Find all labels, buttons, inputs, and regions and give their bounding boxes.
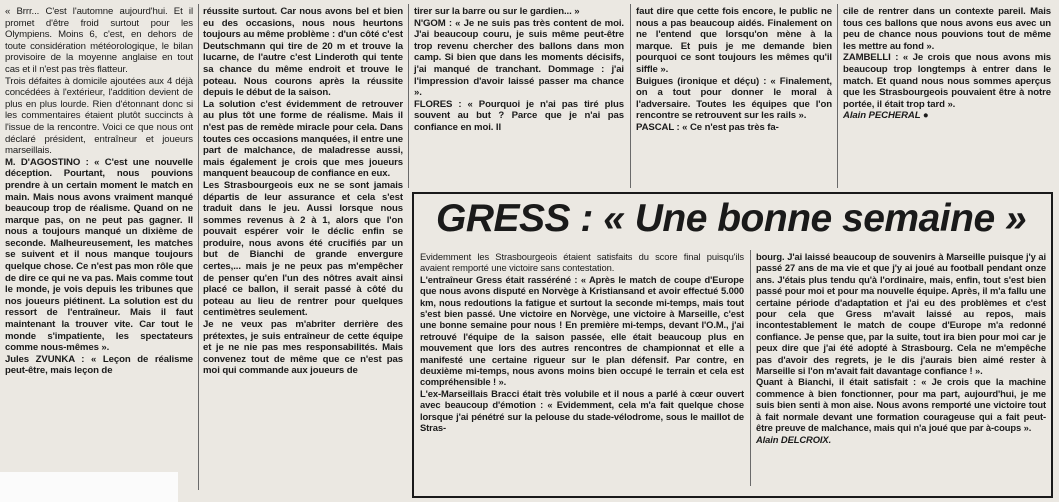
gress-column-right <box>756 251 1046 445</box>
paragraph: PASCAL : « Ce n'est pas très fa- <box>636 121 779 133</box>
gress-headline: GRESS : « Une bonne semaine » <box>436 197 1027 240</box>
article-column-4 <box>636 6 832 134</box>
paragraph: cile de rentrer dans un contexte pareil. Mais tous ces ballons que nous avons eus avec un peu de chance nous pouvions tout de même les mettre au fond ». <box>843 6 1051 52</box>
column-divider <box>837 4 838 188</box>
paragraph: L'entraîneur Gress était rasséréné : « Après le match de coupe d'Europe que nous avons disputé en Norvège à Kristiansand et avoir effectué 5.000 km, nous redoutions la fatigue et surtout la seconde mi-temps, mais tout s'est bien passé. Une victoire en Norvège, une victoire à Marseille, c'est une bonne semaine pour nous ! En première mi-temps, devant l'O.M., j'ai retrouvé l'équipe de la saison passée, elle était beaucoup plus en mouvement que lors des autres rencontres de championnat et elle a manifesté une certaine rigueur sur le plan défensif. Par contre, en deuxième mi-temps, nous avons moins bien occupé le terrain et cela est compréhensible ! ». <box>420 273 744 388</box>
column-divider <box>198 4 199 490</box>
column-divider <box>750 250 751 486</box>
paragraph: La solution c'est évidemment de retrouver au plus tôt une forme de réalisme. Mais il n'est pas de remède miracle pour cela. Dans toutes ces occasions manquées, il entre une part de malchance, de maladresse aussi, mais également je crois que mes joueurs manquent beaucoup de confiance en eux. <box>203 98 403 180</box>
paragraph: « Brrr... C'est l'automne aujourd'hui. Et il promet d'être froid surtout pour les Olympiens. Moins 6, c'est, en dehors de toute considération météorologique, le bilan provisoire de la moyenne anglaise en tout cas et il n'est pas très flatteur. <box>5 6 193 75</box>
paragraph: FLORES : « Pourquoi je n'ai pas tiré plus souvent au but ? Parce que je n'ai pas confiance en moi. Il <box>414 98 624 133</box>
paragraph: L'ex-Marseillais Bracci était très volubile et il nous a parlé à cœur ouvert avec beaucoup d'émotion : « Evidemment, cela m'a fait quelque chose lorsque j'ai pénétré sur la pelouse du stade-vélodrome, sous le maillot de Stras- <box>420 387 744 434</box>
paragraph: Evidemment les Strasbourgeois étaient satisfaits du score final puisqu'ils avaient remporté une victoire sans contestation. <box>420 251 744 274</box>
column-divider <box>630 4 631 188</box>
paragraph: Quant à Bianchi, il était satisfait : « Je crois que la machine commence à bien fonctionner, pour ma part, aujourd'hui, je me suis bien senti à mon aise. Nous avons remporté une victoire tout à fait normale devant une formation courageuse qui a fait peut-être preuve de malchance, mais qui n'a joué que par à-coups ». <box>756 376 1046 434</box>
paragraph: M. D'AGOSTINO : « C'est une nouvelle déception. Pourtant, nous pouvions prendre à un certain moment le match en main. Mais nous avons vraiment manqué beaucoup trop de réalisme. Quand on ne marque pas, on ne peut pas gagner. Il nous a toujours manqué un dixième de seconde. Malheureusement, les matches se suivent et il nous manque toujours quelque chose. Ce n'est pas mon rôle que de dire ce qui ne va pas. Mais comme tout le monde, je vois depuis les tribunes que nos joueurs piétinent. La solution est du ressort de l'entraîneur. Mais il faut maintenant la trouver vite. Car tout le monde s'impatiente, les spectateurs comme nous-mêmes ». <box>5 156 193 354</box>
paragraph: Jules ZVUNKA : « Leçon de réalisme peut-être, mais leçon de <box>5 353 193 377</box>
paragraph: Les Strasbourgeois eux ne se sont jamais départis de leur assurance et cela s'est traduit dans le jeu. Aussi lorsque nous sommes revenus à 2 à 1, alors que l'on pouvait espérer voir le déclic enfin se produire, nous avons été crucifiés par un but de Bianchi de grande envergure certes,... mais je ne peux pas m'empêcher de penser qu'en l'un des nôtres avait ainsi placé ce ballon, il serait passé à côté du poteau au lieu de rentrer pour quelques centimètres seulement. <box>203 179 403 319</box>
paragraph: bourg. J'ai laissé beaucoup de souvenirs à Marseille puisque j'y ai passé 27 ans de ma vie et que j'y ai joué au football pendant onze ans. J'étais plus tendu qu'à l'ordinaire, mais, enfin, tout s'est bien passé pour moi et pour ma nouvelle équipe. Après, il m'a fallu une certaine période d'adaptation et j'ai eu des problèmes et c'est pour cela que Gress m'avait laissé au repos, mais incontestablement le match de coupe d'Europe m'a redonné confiance. Je pense que, par la suite, tout ira bien pour moi car je peux dire que j'ai été adopté à Strasbourg. Cela ne m'empêche pas d'avoir des regrets, je le dis j'aurais bien aimé rester à Marseille si l'on m'avait fait davantage confiance ! ». <box>756 251 1046 377</box>
gress-column-left <box>420 251 744 434</box>
paragraph: tirer sur la barre ou sur le gardien... » <box>414 6 580 17</box>
blank-area <box>0 472 178 502</box>
paragraph: faut dire que cette fois encore, le public ne nous a pas beaucoup aidés. Finalement on ne l'entend que lorsqu'on mène à la marque. Et puis je me demande bien pourquoi ce sont toujours les mêmes qu'il siffle ». <box>636 6 832 75</box>
paragraph: réussite surtout. Car nous avons bel et bien eu des occasions, nous nous heurtons toujours au même problème : d'un côté c'est Deutschmann qui tire de 20 m et trouve la lucarne, de l'autre c'est Linderoth qui tente sa chance du même endroit et trouve le poteau. Nous courons après la réussite depuis le début de la saison. <box>203 6 403 99</box>
paragraph: Je ne veux pas m'abriter derrière des prétextes, je suis entraîneur de cette équipe et je ne nie pas mes responsabilités. Mais convenez tout de même que ce n'est pas moi qui commande aux joueurs de <box>203 319 403 377</box>
column-divider <box>408 4 409 188</box>
paragraph: Trois défaites à domicile ajoutées aux 4 déjà concédées à l'extérieur, l'addition devient de plus en plus lourde. Rien d'étonnant donc si les commentaires étaient plutôt succincts à l'issue de la rencontre. Voici ce que nous ont déclaré président, entraîneur et joueurs marseillais. <box>5 75 193 157</box>
paragraph: N'GOM : « Je ne suis pas très content de moi. J'ai beaucoup couru, je suis même peut-être trop revenu chercher des ballons dans mon camp. Si bien que dans les moments décisifs, j'ai manqué de tranchant. Dommage : j'ai l'impression d'avoir laissé passer ma chance ». <box>414 17 624 99</box>
article-column-5 <box>843 6 1051 122</box>
paragraph: Buigues (ironique et déçu) : « Finalement, on a tout pour donner le moral à l'adversaire. Toutes les équipes que l'on rencontre se retrouvent sur les rails ». <box>636 75 832 122</box>
article-column-3 <box>414 6 624 134</box>
author-signature: Alain PECHERAL ● <box>843 110 929 122</box>
paragraph: ZAMBELLI : « Je crois que nous avons mis beaucoup trop longtemps à entrer dans le match. Et quand nous nous sommes aperçus que les Strasbourgeois pouvaient être à notre portée, il était trop tard ». <box>843 52 1051 110</box>
author-signature: Alain DELCROIX. <box>756 433 832 445</box>
article-column-2 <box>203 6 403 377</box>
article-column-1 <box>5 6 193 377</box>
